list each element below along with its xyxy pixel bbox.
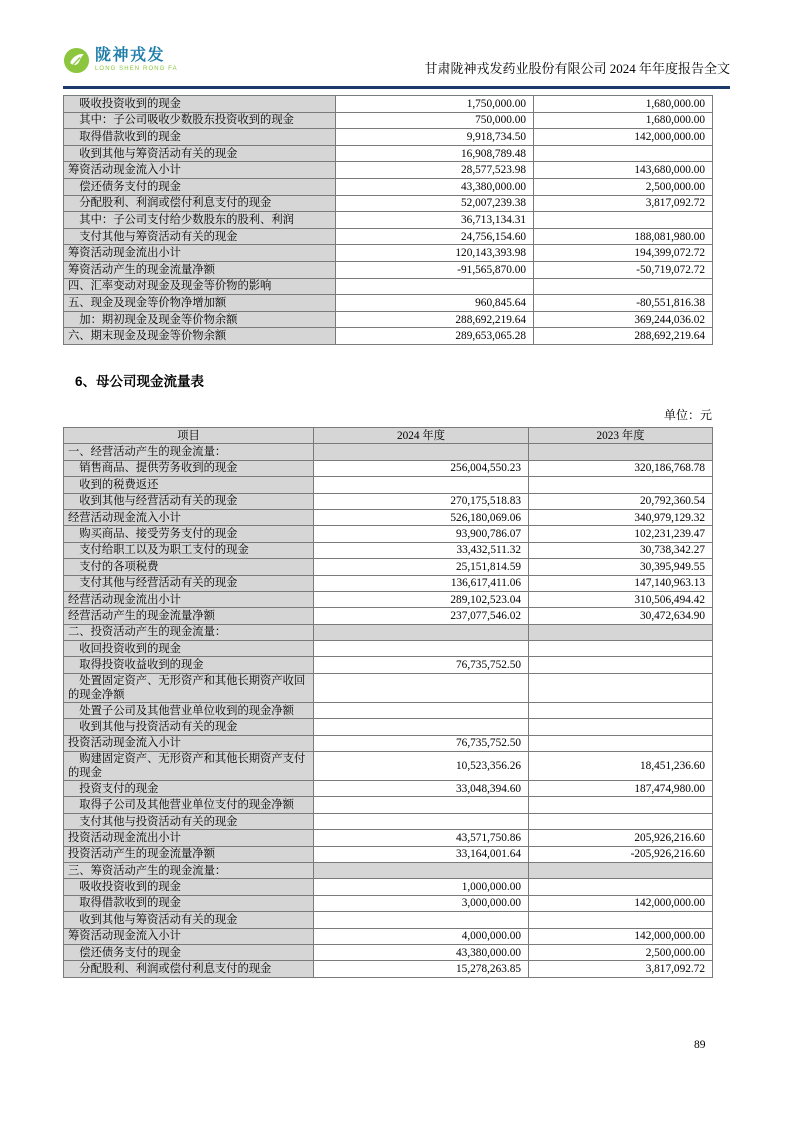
table-row: [64, 96, 713, 113]
value-2024-cell: 43,380,000.00: [314, 944, 529, 960]
value-2023-cell: [529, 624, 713, 640]
value-2023-cell: 18,451,236.60: [529, 752, 713, 781]
value-2024-cell: 289,102,523.04: [314, 591, 529, 607]
item-label-cell: 投资活动现金流入小计: [64, 735, 314, 751]
value-2023-cell: 142,000,000.00: [534, 129, 713, 146]
item-label-cell: 收到其他与筹资活动有关的现金: [64, 912, 314, 928]
item-label-cell: 购买商品、接受劳务支付的现金: [64, 526, 314, 542]
item-label-cell: 取得子公司及其他营业单位支付的现金净额: [64, 797, 314, 813]
value-2024-cell: [314, 624, 529, 640]
table-row: [64, 444, 713, 460]
value-2023-cell: 310,506,494.42: [529, 591, 713, 607]
value-2023-cell: [529, 735, 713, 751]
value-2024-cell: [314, 444, 529, 460]
value-2023-cell: 2,500,000.00: [534, 178, 713, 195]
table-row: [64, 608, 713, 624]
value-2024-cell: [314, 813, 529, 829]
value-2024-cell: 960,845.64: [336, 295, 534, 312]
item-label-cell: 投资活动产生的现金流量净额: [64, 846, 314, 862]
item-label-cell: 经营活动产生的现金流量净额: [64, 608, 314, 624]
item-label-cell: 取得借款收到的现金: [64, 895, 314, 911]
value-2023-cell: 1,680,000.00: [534, 96, 713, 113]
item-label-cell: 加：期初现金及现金等价物余额: [64, 311, 336, 328]
company-logo-icon: [63, 47, 90, 74]
value-2024-cell: 1,000,000.00: [314, 879, 529, 895]
table-row: [64, 278, 713, 295]
table-row: [64, 493, 713, 509]
value-2023-cell: [529, 813, 713, 829]
page-number: 89: [694, 1039, 706, 1051]
table-row: [64, 781, 713, 797]
value-2023-cell: -50,719,072.72: [534, 261, 713, 278]
value-2024-cell: 33,164,001.64: [314, 846, 529, 862]
item-label-cell: 筹资活动现金流入小计: [64, 162, 336, 179]
item-label-cell: 四、汇率变动对现金及现金等价物的影响: [64, 278, 336, 295]
table-row: [64, 912, 713, 928]
unit-label: 单位：元: [663, 408, 712, 422]
value-2024-cell: [314, 641, 529, 657]
table-row: [64, 261, 713, 278]
value-2024-cell: 237,077,546.02: [314, 608, 529, 624]
item-label-cell: 偿还债务支付的现金: [64, 178, 336, 195]
value-2024-cell: 25,151,814.59: [314, 559, 529, 575]
table-row: [64, 295, 713, 312]
page-header: [63, 44, 730, 90]
table-row: [64, 752, 713, 781]
item-label-cell: 收到其他与投资活动有关的现金: [64, 719, 314, 735]
table-row: [64, 673, 713, 702]
value-2023-cell: -80,551,816.38: [534, 295, 713, 312]
table-row: [64, 961, 713, 977]
table-row: [64, 145, 713, 162]
table-row: [64, 195, 713, 212]
item-label-cell: 处置固定资产、无形资产和其他长期资产收回的现金净额: [64, 673, 314, 702]
value-2024-cell: [336, 278, 534, 295]
table-row: [64, 129, 713, 146]
item-label-cell: 支付其他与投资活动有关的现金: [64, 813, 314, 829]
item-label-cell: 其中：子公司吸收少数股东投资收到的现金: [64, 112, 336, 129]
company-logo: [63, 47, 178, 74]
value-2024-cell: 3,000,000.00: [314, 895, 529, 911]
item-label-cell: 取得借款收到的现金: [64, 129, 336, 146]
table-row: [64, 178, 713, 195]
value-2024-cell: 16,908,789.48: [336, 145, 534, 162]
item-label-cell: 六、期末现金及现金等价物余额: [64, 328, 336, 345]
value-2023-cell: 369,244,036.02: [534, 311, 713, 328]
value-2024-cell: 36,713,134.31: [336, 212, 534, 229]
item-label-cell: 分配股利、利润或偿付利息支付的现金: [64, 195, 336, 212]
value-2023-cell: [534, 212, 713, 229]
item-label-cell: 支付给职工以及为职工支付的现金: [64, 542, 314, 558]
value-2024-cell: 750,000.00: [336, 112, 534, 129]
item-label-cell: 收到的税费返还: [64, 477, 314, 493]
table-row: [64, 657, 713, 673]
value-2023-cell: [529, 719, 713, 735]
cashflow-continuation-table: [63, 95, 713, 345]
item-label-cell: 吸收投资收到的现金: [64, 879, 314, 895]
table-row: [64, 460, 713, 476]
table-row: [64, 575, 713, 591]
value-2024-cell: [314, 862, 529, 878]
value-2023-cell: [534, 145, 713, 162]
table-row: [64, 862, 713, 878]
value-2023-cell: [529, 673, 713, 702]
value-2023-cell: 188,081,980.00: [534, 228, 713, 245]
table-row: [64, 928, 713, 944]
value-2023-cell: -205,926,216.60: [529, 846, 713, 862]
table-row: [64, 212, 713, 229]
item-label-cell: 收回投资收到的现金: [64, 641, 314, 657]
value-2024-cell: 15,278,263.85: [314, 961, 529, 977]
value-2023-cell: [529, 862, 713, 878]
value-2023-cell: [529, 702, 713, 718]
value-2023-cell: 147,140,963.13: [529, 575, 713, 591]
value-2024-cell: 289,653,065.28: [336, 328, 534, 345]
value-2023-cell: [529, 879, 713, 895]
table-row: [64, 509, 713, 525]
value-2023-cell: 205,926,216.60: [529, 830, 713, 846]
value-2024-cell: 9,918,734.50: [336, 129, 534, 146]
value-2023-cell: 3,817,092.72: [534, 195, 713, 212]
value-2024-cell: 33,048,394.60: [314, 781, 529, 797]
value-2023-cell: 142,000,000.00: [529, 895, 713, 911]
header-divider: [63, 86, 730, 89]
item-label-cell: 五、现金及现金等价物净增加额: [64, 295, 336, 312]
item-label-cell: 投资活动现金流出小计: [64, 830, 314, 846]
value-2024-cell: 52,007,239.38: [336, 195, 534, 212]
value-2024-cell: 24,756,154.60: [336, 228, 534, 245]
value-2023-cell: 288,692,219.64: [534, 328, 713, 345]
column-header-item: 项目: [64, 428, 314, 444]
item-label-cell: 筹资活动产生的现金流量净额: [64, 261, 336, 278]
value-2023-cell: 143,680,000.00: [534, 162, 713, 179]
value-2023-cell: [534, 278, 713, 295]
item-label-cell: 其中：子公司支付给少数股东的股利、利润: [64, 212, 336, 229]
item-label-cell: 取得投资收益收到的现金: [64, 657, 314, 673]
value-2023-cell: 340,979,129.32: [529, 509, 713, 525]
item-label-cell: 筹资活动现金流入小计: [64, 928, 314, 944]
value-2024-cell: [314, 797, 529, 813]
company-logo-subtitle: LONG SHEN RONG FA: [95, 66, 178, 72]
value-2023-cell: 194,399,072.72: [534, 245, 713, 262]
table-row: [64, 542, 713, 558]
table-row: [64, 112, 713, 129]
table-row: [64, 895, 713, 911]
item-label-cell: 分配股利、利润或偿付利息支付的现金: [64, 961, 314, 977]
column-header-2023: 2023 年度: [529, 428, 713, 444]
table-row: [64, 879, 713, 895]
value-2023-cell: [529, 641, 713, 657]
table-row: [64, 944, 713, 960]
value-2023-cell: 20,792,360.54: [529, 493, 713, 509]
item-label-cell: 支付的各项税费: [64, 559, 314, 575]
value-2024-cell: 33,432,511.32: [314, 542, 529, 558]
item-label-cell: 支付其他与筹资活动有关的现金: [64, 228, 336, 245]
item-label-cell: 筹资活动现金流出小计: [64, 245, 336, 262]
value-2024-cell: 28,577,523.98: [336, 162, 534, 179]
value-2023-cell: 30,395,949.55: [529, 559, 713, 575]
value-2023-cell: 102,231,239.47: [529, 526, 713, 542]
value-2024-cell: [314, 719, 529, 735]
item-label-cell: 偿还债务支付的现金: [64, 944, 314, 960]
value-2024-cell: 256,004,550.23: [314, 460, 529, 476]
parent-company-cashflow-table: [63, 427, 713, 978]
value-2024-cell: [314, 912, 529, 928]
table-row: [64, 228, 713, 245]
table-row: [64, 624, 713, 640]
table-row: [64, 719, 713, 735]
value-2023-cell: [529, 797, 713, 813]
item-label-cell: 一、经营活动产生的现金流量：: [64, 444, 314, 460]
table-row: [64, 797, 713, 813]
value-2023-cell: 1,680,000.00: [534, 112, 713, 129]
value-2023-cell: [529, 444, 713, 460]
value-2024-cell: 288,692,219.64: [336, 311, 534, 328]
value-2024-cell: [314, 702, 529, 718]
table-row: [64, 735, 713, 751]
value-2024-cell: [314, 477, 529, 493]
column-header-2024: 2024 年度: [314, 428, 529, 444]
value-2024-cell: 1,750,000.00: [336, 96, 534, 113]
table-row: [64, 477, 713, 493]
table-row: [64, 813, 713, 829]
table-header-row: [64, 428, 713, 444]
value-2024-cell: 270,175,518.83: [314, 493, 529, 509]
value-2024-cell: 76,735,752.50: [314, 735, 529, 751]
item-label-cell: 支付其他与经营活动有关的现金: [64, 575, 314, 591]
value-2023-cell: 3,817,092.72: [529, 961, 713, 977]
value-2024-cell: 76,735,752.50: [314, 657, 529, 673]
value-2024-cell: 526,180,069.06: [314, 509, 529, 525]
item-label-cell: 投资支付的现金: [64, 781, 314, 797]
value-2024-cell: 10,523,356.26: [314, 752, 529, 781]
value-2023-cell: 142,000,000.00: [529, 928, 713, 944]
table-row: [64, 162, 713, 179]
value-2023-cell: [529, 477, 713, 493]
item-label-cell: 购建固定资产、无形资产和其他长期资产支付的现金: [64, 752, 314, 781]
item-label-cell: 收到其他与筹资活动有关的现金: [64, 145, 336, 162]
value-2023-cell: [529, 912, 713, 928]
value-2023-cell: 30,472,634.90: [529, 608, 713, 624]
item-label-cell: 销售商品、提供劳务收到的现金: [64, 460, 314, 476]
value-2024-cell: 120,143,393.98: [336, 245, 534, 262]
value-2023-cell: 320,186,768.78: [529, 460, 713, 476]
item-label-cell: 收到其他与经营活动有关的现金: [64, 493, 314, 509]
table-row: [64, 526, 713, 542]
table-row: [64, 245, 713, 262]
value-2024-cell: 4,000,000.00: [314, 928, 529, 944]
item-label-cell: 经营活动现金流出小计: [64, 591, 314, 607]
table-row: [64, 328, 713, 345]
table-row: [64, 591, 713, 607]
value-2023-cell: 30,738,342.27: [529, 542, 713, 558]
company-logo-name: 陇神戎发: [95, 47, 166, 64]
value-2024-cell: 43,571,750.86: [314, 830, 529, 846]
table-row: [64, 830, 713, 846]
item-label-cell: 经营活动现金流入小计: [64, 509, 314, 525]
table-row: [64, 641, 713, 657]
table-row: [64, 559, 713, 575]
value-2024-cell: -91,565,870.00: [336, 261, 534, 278]
item-label-cell: 吸收投资收到的现金: [64, 96, 336, 113]
table-row: [64, 702, 713, 718]
item-label-cell: 三、筹资活动产生的现金流量：: [64, 862, 314, 878]
report-title: 甘肃陇神戎发药业股份有限公司 2024 年年度报告全文: [424, 61, 730, 76]
table-row: [64, 846, 713, 862]
item-label-cell: 二、投资活动产生的现金流量：: [64, 624, 314, 640]
section-heading: 6、母公司现金流量表: [75, 374, 205, 389]
value-2024-cell: 43,380,000.00: [336, 178, 534, 195]
value-2023-cell: 187,474,980.00: [529, 781, 713, 797]
value-2024-cell: [314, 673, 529, 702]
value-2024-cell: 93,900,786.07: [314, 526, 529, 542]
value-2023-cell: 2,500,000.00: [529, 944, 713, 960]
value-2023-cell: [529, 657, 713, 673]
item-label-cell: 处置子公司及其他营业单位收到的现金净额: [64, 702, 314, 718]
table-row: [64, 311, 713, 328]
value-2024-cell: 136,617,411.06: [314, 575, 529, 591]
